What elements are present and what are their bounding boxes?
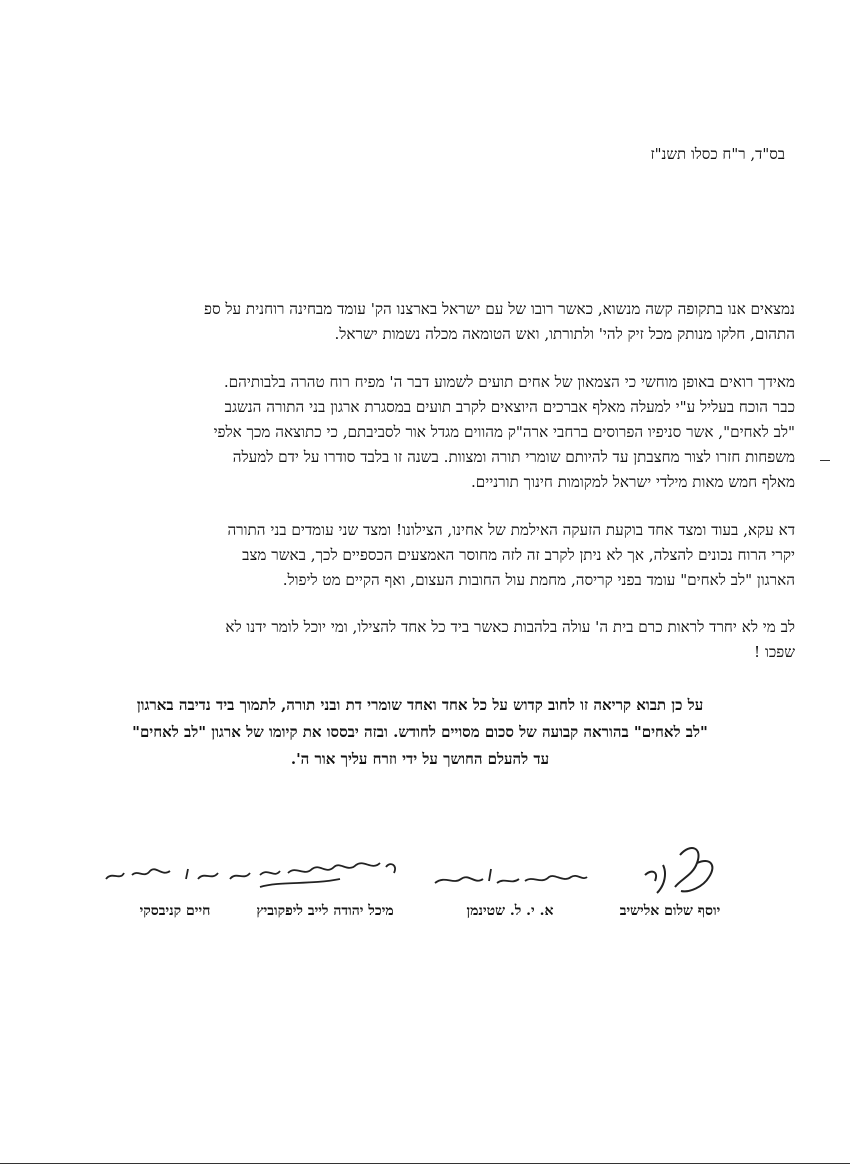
paragraph-line: שפכו ! [754, 643, 795, 661]
signature-block-kanievsky [90, 835, 260, 945]
paragraph-line: כבר הוכח בעליל ע"י למעלה מאלף אברכים היוצאים לקרב תועים במסגרת ארגון בני התורה הנשגב [224, 398, 795, 416]
appeal-paragraph [80, 692, 760, 773]
paragraph-line: יקרי הרוח נכונים להצלה, אך לא ניתן לקרב זה לזה מחוסר האמצעים הכספיים לכך, באשר מצב [242, 546, 795, 564]
paragraph-line: דא עקא, בעוד ומצד אחד בוקעת הזעקה האילמת של אחינו, הצילונו! ומצד שני עומדים בני התורה [227, 521, 795, 539]
signatory-name: א. י. ל. שטינמן [466, 903, 554, 919]
paragraph-line: נמצאים אנו בתקופה קשה מנשוא, כאשר רובו של עם ישראל בארצנו הק' עומד מבחינה רוחנית על ספ [203, 300, 795, 318]
scan-mark [820, 460, 830, 461]
paragraph-line: "לב לאחים", אשר סניפיו הפרוסים ברחבי ארה"ק מהווים מגדל אור לסביבתם, כי כתוצאה מכך אלפי [213, 423, 795, 441]
signatory-name: חיים קניבסקי [139, 903, 211, 919]
paragraph-line: לב מי לא יחרד לראות כרם בית ה' עולה בלהבות כאשר ביד כל אחד להצילו, ומי יוכל לומר ידנו לא [225, 618, 795, 636]
paragraph-line: משפחות חזרו לצור מחצבתן עד להיותם שומרי תורה ומצוות. בשנה זו בלבד סודרו על ידם למעלה [232, 448, 795, 466]
appeal-line: על כן תבוא קריאה זו לחוב קדוש על כל אחד ואחד שומרי דת ובני תורה, לתמוך ביד נדיבה בארגון [136, 696, 704, 714]
paragraph-line: הארגון "לב לאחים" עומד בפני קריסה, מחמת עול החובות העצום, ואף הקיים מט ליפול. [282, 571, 795, 589]
signatory-name: יוסף שלום אלישיב [619, 903, 721, 919]
signature-block-steinman [425, 835, 595, 945]
paragraph-3 [25, 518, 795, 593]
signature-block-lefkowitz [240, 835, 410, 945]
paragraph-4 [25, 615, 795, 665]
letter-date: בס"ד, ר"ח כסלו תשנ"ז [650, 145, 785, 163]
appeal-line: "לב לאחים" בהוראה קבועה של סכום מסויים לחודש. ובזה יבססו את קיומו של ארגון "לב לאחים" [132, 723, 708, 741]
scan-edge-line [0, 1163, 850, 1164]
paragraph-1 [25, 297, 795, 347]
paragraph-line: התהום, חלקו מנותק מכל זיק להי' ולתורתו, ואש הטומאה מכלה נשמות ישראל. [334, 325, 795, 343]
appeal-line: עד להעלם החושך על ידי וזרח עליך אור ה'. [290, 750, 550, 768]
paragraph-line: מאידך רואים באופן מוחשי כי הצמאון של אחים תועים לשמוע דבר ה' מפיח רוח טהרה בלבותיהם. [223, 373, 795, 391]
signatory-name: מיכל יהודה לייב ליפקוביץ [256, 903, 394, 919]
paragraph-line: מאלף חמש מאות מילדי ישראל למקומות חינוך תורניים. [470, 473, 795, 491]
paragraph-2 [25, 370, 795, 495]
signature-block-elyashiv [585, 835, 755, 945]
